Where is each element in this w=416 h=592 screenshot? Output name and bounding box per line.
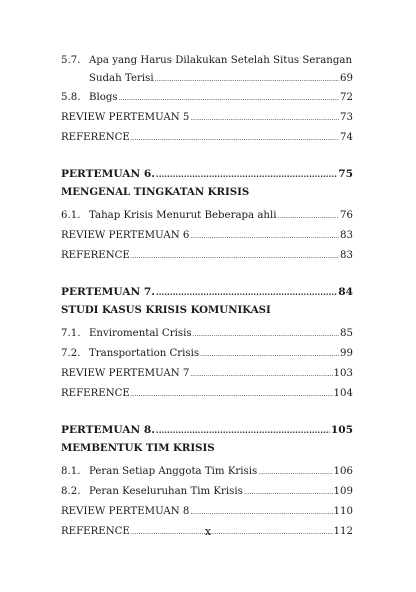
chapter-title: PERTEMUAN 8.	[61, 424, 155, 436]
section-title: REFERENCE	[61, 526, 130, 537]
toc-entry-review-6[interactable]	[61, 226, 353, 246]
section-title: REFERENCE	[61, 250, 130, 261]
leader-dots	[190, 508, 332, 518]
toc-entry-8-2[interactable]	[61, 482, 353, 502]
page-number: 69	[340, 73, 353, 84]
toc-entry-review-5[interactable]	[61, 108, 353, 128]
leader-dots	[155, 75, 339, 85]
section-number: 7.1.	[61, 328, 81, 339]
section-number: 8.2.	[61, 486, 81, 497]
page-number: 103	[333, 368, 353, 379]
toc-entry-review-8[interactable]	[61, 502, 353, 522]
page-number: 106	[333, 466, 353, 477]
page-number: 74	[340, 132, 353, 143]
section-title: Peran Keseluruhan Tim Krisis	[89, 486, 243, 497]
section-title: REFERENCE	[61, 132, 130, 143]
section-number: 8.1.	[61, 466, 81, 477]
leader-dots	[258, 468, 332, 478]
page-number: 83	[340, 230, 353, 241]
leader-dots	[200, 350, 339, 360]
section-number: 5.7.	[61, 55, 81, 66]
page-number: 99	[340, 348, 353, 359]
leader-dots	[190, 114, 339, 124]
section-title: REVIEW PERTEMUAN 6	[61, 230, 190, 241]
leader-dots	[156, 169, 337, 179]
toc-entry-reference-7[interactable]	[61, 384, 353, 404]
leader-dots	[244, 488, 333, 498]
spacer	[61, 266, 353, 282]
leader-dots	[131, 252, 339, 262]
section-title: Peran Setiap Anggota Tim Krisis	[89, 466, 258, 477]
section-title: REVIEW PERTEMUAN 8	[61, 506, 190, 517]
page-number: 75	[338, 168, 353, 180]
toc-entry-5-7[interactable]	[61, 52, 353, 70]
leader-dots	[190, 370, 332, 380]
page-number: 73	[340, 112, 353, 123]
page-number: 112	[333, 526, 353, 537]
toc-entry-7-2[interactable]	[61, 344, 353, 364]
table-of-contents	[61, 52, 353, 542]
page-number: 105	[330, 424, 353, 436]
page-number: 76	[340, 210, 353, 221]
section-title-continued: Sudah Terisi	[89, 73, 154, 84]
section-title: Apa yang Harus Dilakukan Setelah Situs Serangan	[89, 55, 353, 66]
toc-entry-reference-6[interactable]	[61, 246, 353, 266]
leader-dots	[131, 134, 339, 144]
toc-entry-5-8[interactable]	[61, 88, 353, 108]
leader-dots	[193, 330, 339, 340]
leader-dots	[119, 94, 339, 104]
page-number: 109	[333, 486, 353, 497]
section-title: Blogs	[89, 92, 118, 103]
leader-dots	[131, 390, 333, 400]
section-number: 5.8.	[61, 92, 81, 103]
toc-chapter-6[interactable]	[61, 164, 353, 184]
section-title: REVIEW PERTEMUAN 5	[61, 112, 190, 123]
toc-entry-review-7[interactable]	[61, 364, 353, 384]
toc-chapter-7[interactable]	[61, 282, 353, 302]
toc-entry-5-7-cont[interactable]	[61, 70, 353, 88]
page-footer-number: x	[204, 525, 212, 538]
leader-dots	[156, 425, 330, 435]
chapter-title: PERTEMUAN 7.	[61, 286, 155, 298]
chapter-title: PERTEMUAN 6.	[61, 168, 155, 180]
page-number: 72	[340, 92, 353, 103]
section-title: REVIEW PERTEMUAN 7	[61, 368, 190, 379]
page-number: 104	[333, 388, 353, 399]
section-title: Enviromental Crisis	[89, 328, 192, 339]
spacer	[61, 404, 353, 420]
chapter-subtitle: MENGENAL TINGKATAN KRISIS	[61, 186, 250, 198]
leader-dots	[190, 232, 339, 242]
section-number: 7.2.	[61, 348, 81, 359]
page-number: 85	[340, 328, 353, 339]
toc-entry-6-1[interactable]	[61, 206, 353, 226]
chapter-subtitle: STUDI KASUS KRISIS KOMUNIKASI	[61, 304, 271, 316]
section-title: Transportation Crisis	[89, 348, 200, 359]
toc-entry-reference-5[interactable]	[61, 128, 353, 148]
chapter-subtitle: MEMBENTUK TIM KRISIS	[61, 442, 215, 454]
toc-entry-7-1[interactable]	[61, 324, 353, 344]
page-number: 83	[340, 250, 353, 261]
page-number: 110	[333, 506, 353, 517]
section-number: 6.1.	[61, 210, 81, 221]
section-title: REFERENCE	[61, 388, 130, 399]
spacer	[61, 148, 353, 164]
leader-dots	[278, 212, 340, 222]
toc-chapter-8[interactable]	[61, 420, 353, 440]
toc-entry-8-1[interactable]	[61, 462, 353, 482]
leader-dots	[156, 287, 337, 297]
page-number: 84	[338, 286, 353, 298]
section-title: Tahap Krisis Menurut Beberapa ahli	[89, 210, 277, 221]
